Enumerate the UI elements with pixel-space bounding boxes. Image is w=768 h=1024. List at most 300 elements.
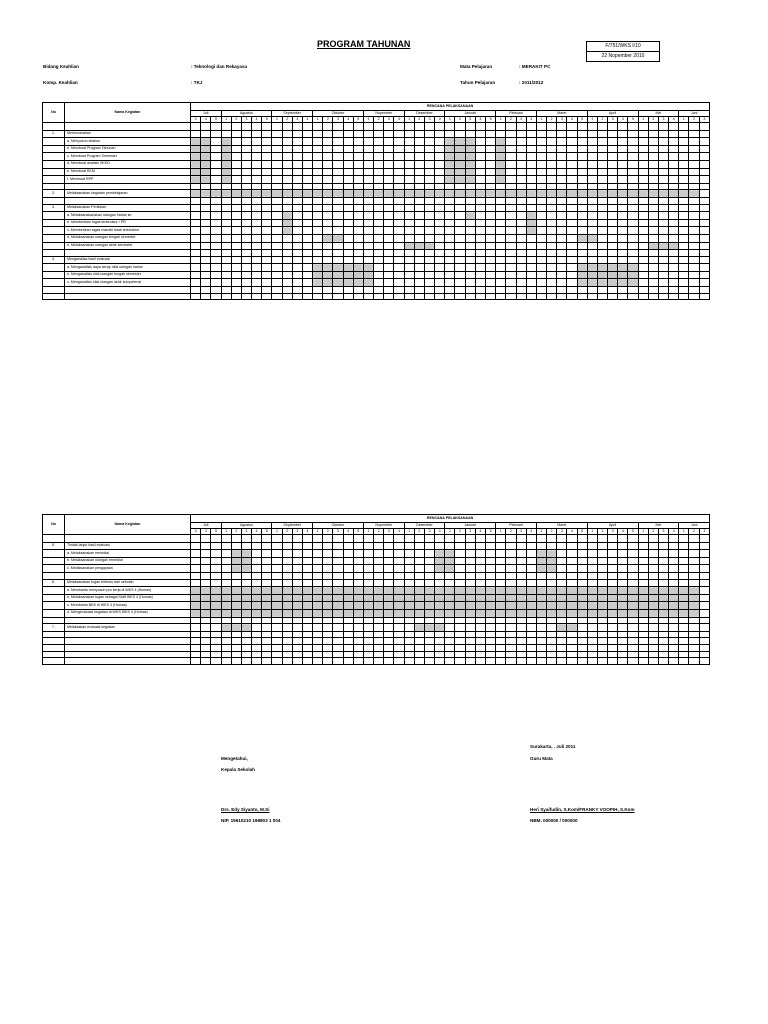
week-cell (587, 176, 597, 184)
week-cell (221, 535, 231, 543)
table-row (43, 658, 710, 665)
scheduled-cell (221, 153, 231, 161)
scheduled-cell (384, 594, 394, 602)
week-cell (557, 638, 567, 645)
week-cell (465, 644, 475, 651)
week-cell (302, 227, 312, 235)
scheduled-cell (679, 602, 689, 610)
week-cell (648, 212, 658, 220)
week-number: 3 (516, 529, 526, 535)
week-cell (587, 212, 597, 220)
week-cell (628, 176, 638, 184)
week-cell (323, 624, 333, 632)
week-number: 4 (343, 529, 353, 535)
week-cell (353, 542, 363, 550)
week-cell (618, 565, 628, 573)
week-cell (638, 572, 648, 579)
week-cell (618, 557, 628, 565)
week-cell (658, 176, 668, 184)
week-cell (241, 542, 251, 550)
week-cell (252, 138, 262, 146)
week-cell (628, 550, 638, 558)
week-cell (241, 168, 251, 176)
week-cell (353, 130, 363, 138)
week-cell (638, 550, 648, 558)
scheduled-cell (292, 594, 302, 602)
week-cell (475, 293, 485, 300)
week-cell (221, 271, 231, 279)
row-number (43, 153, 65, 161)
week-cell (353, 572, 363, 579)
week-cell (465, 204, 475, 212)
week-cell (485, 550, 495, 558)
week-cell (333, 138, 343, 146)
week-cell (282, 123, 292, 131)
table-row (43, 602, 710, 610)
week-cell (323, 565, 333, 573)
week-cell (282, 197, 292, 204)
week-cell (404, 271, 414, 279)
week-cell (343, 227, 353, 235)
week-cell (302, 168, 312, 176)
scheduled-cell (455, 160, 465, 168)
week-number: 4 (201, 529, 211, 535)
week-cell (496, 250, 506, 257)
week-cell (526, 145, 536, 153)
week-cell (597, 565, 607, 573)
week-cell (231, 234, 241, 242)
week-number: 3 (384, 529, 394, 535)
week-cell (658, 123, 668, 131)
week-cell (374, 550, 384, 558)
week-cell (638, 271, 648, 279)
week-cell (272, 271, 282, 279)
week-cell (485, 234, 495, 242)
scheduled-cell (536, 557, 546, 565)
week-cell (597, 572, 607, 579)
week-cell (587, 153, 597, 161)
week-cell (516, 542, 526, 550)
scheduled-cell (424, 594, 434, 602)
week-cell (638, 256, 648, 264)
table-row (43, 219, 710, 227)
week-cell (201, 242, 211, 250)
week-cell (221, 293, 231, 300)
scheduled-cell (608, 602, 618, 610)
week-cell (608, 550, 618, 558)
week-cell (313, 227, 323, 235)
week-cell (485, 130, 495, 138)
week-cell (333, 542, 343, 550)
scheduled-cell (465, 160, 475, 168)
week-cell (587, 644, 597, 651)
week-cell (353, 256, 363, 264)
week-cell (313, 123, 323, 131)
week-cell (536, 227, 546, 235)
week-cell (506, 542, 516, 550)
week-cell (679, 557, 689, 565)
week-cell (302, 271, 312, 279)
row-number (43, 651, 65, 658)
week-cell (526, 579, 536, 587)
week-cell (282, 204, 292, 212)
week-cell (231, 535, 241, 543)
week-cell (648, 183, 658, 190)
table-row (43, 138, 710, 146)
week-cell (597, 535, 607, 543)
week-cell (292, 197, 302, 204)
week-cell (292, 264, 302, 272)
week-cell (628, 631, 638, 638)
week-cell (689, 153, 699, 161)
month-header: September (272, 111, 313, 117)
week-cell (252, 204, 262, 212)
week-number: 1 (363, 117, 373, 123)
week-cell (577, 644, 587, 651)
week-cell (191, 204, 201, 212)
week-cell (597, 651, 607, 658)
week-number: 1 (272, 529, 282, 535)
week-cell (597, 234, 607, 242)
week-cell (547, 651, 557, 658)
week-cell (608, 250, 618, 257)
week-cell (343, 212, 353, 220)
week-cell (475, 197, 485, 204)
week-cell (485, 617, 495, 624)
week-cell (414, 176, 424, 184)
week-cell (211, 204, 221, 212)
scheduled-cell (608, 609, 618, 617)
week-cell (516, 176, 526, 184)
week-number: 2 (648, 117, 658, 123)
week-number: 2 (455, 529, 465, 535)
week-cell (435, 631, 445, 638)
week-cell (628, 293, 638, 300)
table-row (43, 123, 710, 131)
week-cell (567, 130, 577, 138)
week-cell (699, 658, 710, 665)
week-cell (485, 250, 495, 257)
week-cell (262, 204, 272, 212)
week-cell (658, 293, 668, 300)
week-cell (282, 617, 292, 624)
week-cell (231, 227, 241, 235)
week-cell (384, 542, 394, 550)
week-cell (333, 197, 343, 204)
week-cell (648, 176, 658, 184)
week-cell (241, 160, 251, 168)
week-cell (536, 658, 546, 665)
week-cell (536, 579, 546, 587)
week-cell (587, 219, 597, 227)
week-cell (262, 123, 272, 131)
week-number: 4 (343, 117, 353, 123)
week-cell (252, 145, 262, 153)
scheduled-cell (414, 242, 424, 250)
week-cell (669, 123, 679, 131)
week-cell (323, 227, 333, 235)
row-activity: f. Membuat RPP (65, 176, 191, 184)
week-cell (648, 234, 658, 242)
week-cell (353, 557, 363, 565)
month-header: Agustus (221, 111, 272, 117)
week-cell (313, 579, 323, 587)
week-cell (516, 242, 526, 250)
week-cell (526, 250, 536, 257)
week-cell (648, 565, 658, 573)
row-number (43, 250, 65, 257)
week-cell (221, 242, 231, 250)
week-cell (211, 130, 221, 138)
week-cell (272, 644, 282, 651)
row-activity: c. Melaksanakan pengayaan (65, 565, 191, 573)
week-cell (465, 557, 475, 565)
kepala-nip: NIP. 19610210 198803 1 004 (221, 818, 281, 823)
scheduled-cell (597, 602, 607, 610)
week-cell (475, 271, 485, 279)
week-cell (628, 145, 638, 153)
scheduled-cell (669, 594, 679, 602)
week-cell (435, 542, 445, 550)
week-cell (475, 542, 485, 550)
week-cell (699, 160, 710, 168)
week-cell (587, 651, 597, 658)
week-cell (567, 279, 577, 287)
week-cell (557, 293, 567, 300)
week-cell (465, 658, 475, 665)
week-cell (669, 256, 679, 264)
scheduled-cell (587, 190, 597, 198)
week-cell (323, 212, 333, 220)
week-cell (221, 542, 231, 550)
week-cell (496, 271, 506, 279)
week-cell (455, 644, 465, 651)
week-cell (262, 565, 272, 573)
week-cell (363, 242, 373, 250)
table-row (43, 609, 710, 617)
scheduled-cell (231, 190, 241, 198)
bidang-label: Bidang Keahlian (43, 64, 79, 69)
scheduled-cell (445, 565, 455, 573)
scheduled-cell (608, 190, 618, 198)
week-cell (669, 160, 679, 168)
week-cell (669, 168, 679, 176)
scheduled-cell (618, 279, 628, 287)
week-cell (516, 624, 526, 632)
week-cell (669, 535, 679, 543)
week-cell (465, 293, 475, 300)
week-cell (567, 542, 577, 550)
week-cell (404, 550, 414, 558)
week-cell (557, 579, 567, 587)
week-cell (292, 557, 302, 565)
week-cell (252, 227, 262, 235)
week-cell (231, 279, 241, 287)
week-cell (424, 176, 434, 184)
scheduled-cell (313, 190, 323, 198)
week-cell (221, 123, 231, 131)
row-activity: Melaksanakan tugas tertentu dari sekolah (65, 579, 191, 587)
week-cell (587, 579, 597, 587)
week-cell (191, 227, 201, 235)
week-cell (689, 242, 699, 250)
week-cell (384, 250, 394, 257)
week-cell (241, 638, 251, 645)
scheduled-cell (485, 594, 495, 602)
week-number: 3 (424, 117, 434, 123)
week-cell (211, 542, 221, 550)
week-cell (404, 644, 414, 651)
week-cell (374, 130, 384, 138)
week-cell (262, 651, 272, 658)
scheduled-cell (475, 190, 485, 198)
week-cell (658, 279, 668, 287)
week-cell (679, 572, 689, 579)
week-cell (506, 644, 516, 651)
week-cell (638, 651, 648, 658)
schedule-table-2 (42, 514, 710, 665)
week-cell (374, 271, 384, 279)
week-cell (221, 572, 231, 579)
week-cell (597, 256, 607, 264)
week-cell (597, 550, 607, 558)
scheduled-cell (231, 557, 241, 565)
week-cell (414, 264, 424, 272)
scheduled-cell (221, 594, 231, 602)
week-cell (577, 658, 587, 665)
week-cell (597, 242, 607, 250)
row-activity: Melaksanakan Penilaian (65, 204, 191, 212)
week-cell (577, 572, 587, 579)
week-cell (404, 234, 414, 242)
week-cell (262, 617, 272, 624)
week-cell (394, 242, 404, 250)
week-cell (323, 542, 333, 550)
week-cell (669, 651, 679, 658)
week-cell (648, 293, 658, 300)
week-cell (282, 565, 292, 573)
week-cell (302, 617, 312, 624)
week-cell (475, 638, 485, 645)
week-cell (272, 123, 282, 131)
week-cell (638, 617, 648, 624)
week-cell (445, 271, 455, 279)
week-cell (394, 264, 404, 272)
week-cell (658, 138, 668, 146)
scheduled-cell (628, 190, 638, 198)
week-cell (353, 287, 363, 294)
week-cell (699, 204, 710, 212)
scheduled-cell (577, 609, 587, 617)
week-cell (597, 138, 607, 146)
week-cell (638, 145, 648, 153)
week-cell (252, 123, 262, 131)
week-cell (445, 219, 455, 227)
week-cell (231, 256, 241, 264)
scheduled-cell (333, 279, 343, 287)
week-cell (211, 624, 221, 632)
week-cell (679, 256, 689, 264)
week-number: 1 (445, 117, 455, 123)
week-cell (567, 242, 577, 250)
month-header: Agustus (221, 523, 272, 529)
month-header: Desember (404, 111, 445, 117)
scheduled-cell (211, 594, 221, 602)
week-cell (699, 624, 710, 632)
place-date: Surakarta, . Juli 2011 (530, 744, 576, 749)
week-cell (343, 219, 353, 227)
week-cell (363, 160, 373, 168)
week-cell (272, 658, 282, 665)
week-cell (455, 293, 465, 300)
week-cell (547, 271, 557, 279)
week-cell (262, 287, 272, 294)
row-number (43, 631, 65, 638)
row-number (43, 658, 65, 665)
week-cell (526, 651, 536, 658)
row-activity: c. Menganalisis nilai ulangan akhir kompetensi (65, 279, 191, 287)
week-cell (201, 130, 211, 138)
week-cell (648, 168, 658, 176)
week-cell (648, 279, 658, 287)
week-cell (608, 197, 618, 204)
row-number (43, 638, 65, 645)
week-cell (282, 557, 292, 565)
week-cell (262, 197, 272, 204)
week-cell (475, 219, 485, 227)
week-cell (211, 557, 221, 565)
table-row (43, 644, 710, 651)
week-cell (353, 638, 363, 645)
week-cell (567, 572, 577, 579)
week-cell (241, 271, 251, 279)
week-cell (547, 242, 557, 250)
week-cell (628, 572, 638, 579)
week-cell (374, 145, 384, 153)
scheduled-cell (221, 168, 231, 176)
week-cell (191, 572, 201, 579)
week-cell (353, 138, 363, 146)
week-cell (384, 130, 394, 138)
week-cell (608, 130, 618, 138)
week-cell (465, 271, 475, 279)
scheduled-cell (363, 602, 373, 610)
scheduled-cell (241, 624, 251, 632)
week-cell (597, 123, 607, 131)
week-cell (241, 153, 251, 161)
week-cell (679, 130, 689, 138)
week-cell (292, 651, 302, 658)
header-rencana: RENCANA PELAKSANAAN (191, 515, 710, 523)
scheduled-cell (475, 594, 485, 602)
week-cell (313, 638, 323, 645)
week-cell (282, 234, 292, 242)
week-cell (353, 565, 363, 573)
week-cell (414, 145, 424, 153)
week-cell (567, 176, 577, 184)
week-cell (536, 153, 546, 161)
scheduled-cell (292, 609, 302, 617)
week-cell (262, 271, 272, 279)
week-cell (455, 658, 465, 665)
row-number (43, 160, 65, 168)
week-cell (201, 557, 211, 565)
week-number: 2 (689, 117, 699, 123)
week-cell (302, 264, 312, 272)
week-cell (689, 160, 699, 168)
week-cell (689, 638, 699, 645)
week-cell (516, 264, 526, 272)
